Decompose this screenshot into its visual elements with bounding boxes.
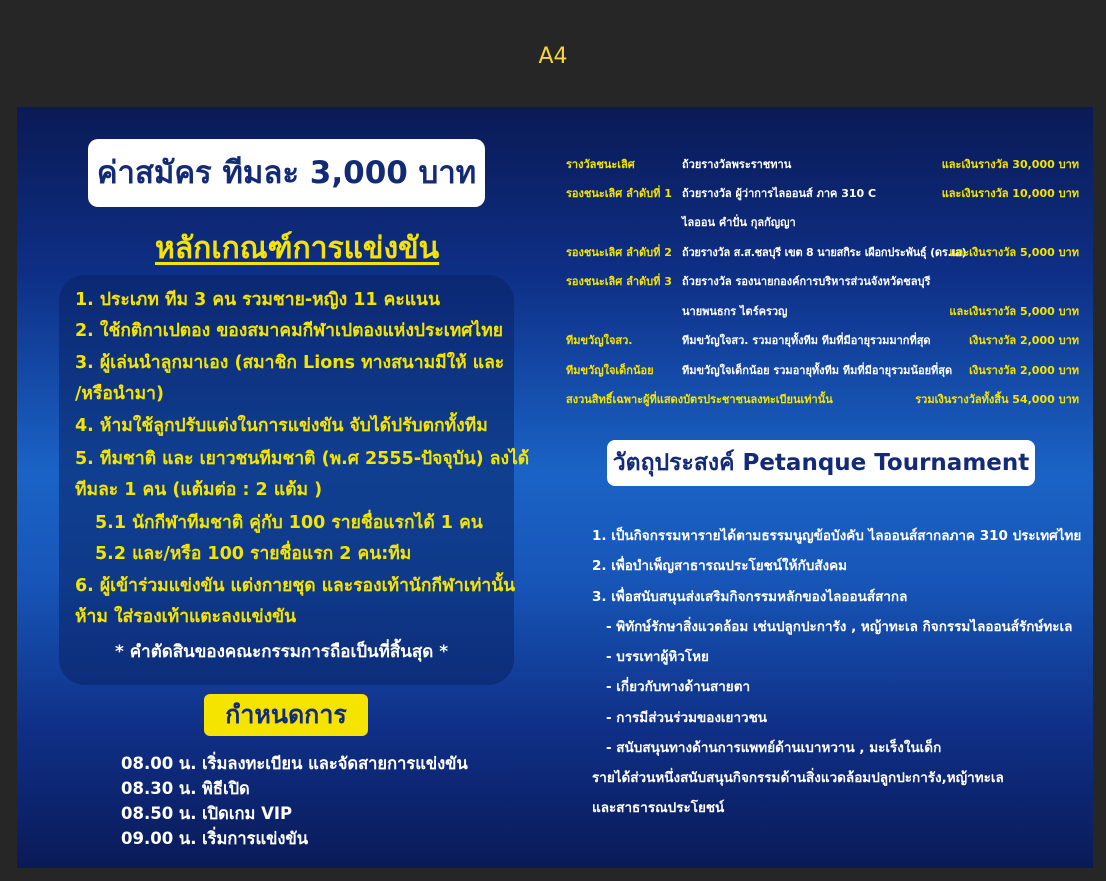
objective-line: รายได้ส่วนหนึ่งสนับสนุนกิจกรรมด้านสิ่งแวดล้อมปลูกปะการัง,หญ้าทะเล bbox=[592, 770, 1004, 786]
prize-amount: รวมเงินรางวัลทั้งสิ้น 54,000 บาท bbox=[915, 393, 1079, 406]
criteria-rule: 6. ผู้เข้าร่วมแข่งขัน แต่งกายชุด และรองเท้านักกีฬาเท่านั้น bbox=[75, 576, 516, 596]
schedule-time: 08.50 น. bbox=[121, 804, 197, 823]
schedule-time: 08.30 น. bbox=[121, 779, 197, 798]
schedule-title: กำหนดการ bbox=[204, 694, 368, 736]
criteria-subrule: 5.2 และ/หรือ 100 รายชื่อแรก 2 คน:ทีม bbox=[95, 544, 412, 564]
schedule-time: 08.00 น. bbox=[121, 754, 197, 773]
criteria-rule: ทีมละ 1 คน (แต้มต่อ : 2 แต้ม ) bbox=[75, 480, 323, 500]
criteria-rule: ห้าม ใส่รองเท้าแตะลงแข่งขัน bbox=[75, 607, 297, 627]
prize-amount: และเงินรางวัล 30,000 บาท bbox=[941, 158, 1079, 171]
prize-award: ถ้วยรางวัล รองนายกองค์การบริหารส่วนจังหวัดชลบุรี bbox=[682, 275, 931, 288]
schedule-desc: เริ่มลงทะเบียน และจัดสายการแข่งขัน bbox=[202, 754, 468, 773]
prize-rank: ทีมขวัญใจเด็กน้อย bbox=[566, 364, 654, 377]
prize-amount: และเงินรางวัล 5,000 บาท bbox=[949, 246, 1079, 259]
prize-award: ทีมขวัญใจเด็กน้อย รวมอายุทั้งทีม ทีมที่มีอายุรวมน้อยที่สุด bbox=[682, 364, 953, 377]
objective-subline: - บรรเทาผู้หิวโหย bbox=[606, 649, 709, 665]
tournament-poster bbox=[17, 107, 1093, 868]
page-size-label: A4 bbox=[538, 44, 568, 69]
objective-subline: - เกี่ยวกับทางด้านสายตา bbox=[606, 679, 751, 695]
prize-amount: และเงินรางวัล 5,000 บาท bbox=[949, 305, 1079, 318]
criteria-rule: 1. ประเภท ทีม 3 คน รวมชาย-หญิง 11 คะแนน bbox=[75, 290, 440, 310]
prize-award: ถ้วยรางวัล ผู้ว่าการไลออนส์ ภาค 310 C bbox=[682, 187, 877, 200]
prize-rank: สงวนสิทธิ์เฉพาะผู้ที่แสดงบัตรประชาชนลงทะเบียนเท่านั้น bbox=[566, 393, 833, 406]
objective-line: 2. เพื่อบำเพ็ญสาธารณประโยชน์ให้กับสังคม bbox=[592, 558, 848, 574]
objective-line: 3. เพื่อสนับสนุนส่งเสริมกิจกรรมหลักของไลออนส์สากล bbox=[592, 589, 908, 605]
objective-line: 1. เป็นกิจกรรมหารายได้ตามธรรมนูญข้อบังคับ ไลออนส์สากลภาค 310 ประเทศไทย bbox=[592, 528, 1082, 544]
criteria-rule: /หรือนำมา) bbox=[75, 384, 164, 404]
schedule-desc: เปิดเกม VIP bbox=[202, 804, 293, 823]
prize-amount: และเงินรางวัล 10,000 บาท bbox=[941, 187, 1079, 200]
schedule-desc: พิธีเปิด bbox=[202, 779, 250, 798]
objective-subline: - การมีส่วนร่วมของเยาวชน bbox=[606, 710, 767, 726]
prize-amount: เงินรางวัล 2,000 บาท bbox=[969, 334, 1079, 347]
criteria-rule: 4. ห้ามใช้ลูกปรับแต่งในการแข่งขัน จับได้ปรับตกทั้งทีม bbox=[75, 416, 488, 436]
prize-award: นายพนธกร ไตร์ครวญ bbox=[682, 305, 788, 318]
registration-fee-box: ค่าสมัคร ทีมละ 3,000 บาท bbox=[88, 139, 485, 207]
committee-verdict-note: * คำตัดสินของคณะกรรมการถือเป็นที่สิ้นสุด * bbox=[115, 642, 449, 662]
objective-subline: - สนับสนุนทางด้านการแพทย์ด้านเบาหวาน , มะเร็งในเด็ก bbox=[606, 740, 942, 756]
prize-rank: รองชนะเลิศ ลำดับที่ 1 bbox=[566, 187, 672, 200]
criteria-title: หลักเกณฑ์การแข่งขัน bbox=[155, 231, 440, 266]
criteria-subrule: 5.1 นักกีฬาทีมชาติ คู่กับ 100 รายชื่อแรกได้ 1 คน bbox=[95, 513, 483, 533]
prize-award: ไลออน คำปั่น กุลกัญญา bbox=[682, 216, 796, 229]
prize-award: ถ้วยรางวัลพระราชทาน bbox=[682, 158, 792, 171]
schedule-time: 09.00 น. bbox=[121, 829, 197, 848]
prize-award: ทีมขวัญใจสว. รวมอายุทั้งทีม ทีมที่มีอายุรวมมากที่สุด bbox=[682, 334, 931, 347]
prize-rank: รางวัลชนะเลิศ bbox=[566, 158, 635, 171]
prize-rank: รองชนะเลิศ ลำดับที่ 2 bbox=[566, 246, 672, 259]
criteria-rule: 3. ผู้เล่นนำลูกมาเอง (สมาชิก Lions ทางสนามมีให้ และ bbox=[75, 353, 505, 373]
schedule-desc: เริ่มการแข่งขัน bbox=[202, 829, 309, 848]
objectives-title-box: วัตถุประสงค์ Petanque Tournament bbox=[607, 440, 1035, 486]
prize-rank: ทีมขวัญใจสว. bbox=[566, 334, 633, 347]
criteria-rule: 2. ใช้กติกาเปตอง ของสมาคมกีฬาเปตองแห่งประเทศไทย bbox=[75, 321, 504, 341]
prize-rank: รองชนะเลิศ ลำดับที่ 3 bbox=[566, 275, 672, 288]
criteria-rule: 5. ทีมชาติ และ เยาวชนทีมชาติ (พ.ศ 2555-ปัจจุบัน) ลงได้ bbox=[75, 449, 530, 469]
objective-subline: - พิทักษ์รักษาสิ่งแวดล้อม เช่นปลูกปะการัง , หญ้าทะเล กิจกรรมไลออนส์รักษ์ทะเล bbox=[606, 619, 1073, 635]
prize-amount: เงินรางวัล 2,000 บาท bbox=[969, 364, 1079, 377]
objective-line: และสาธารณประโยชน์ bbox=[592, 800, 725, 816]
prize-award: ถ้วยรางวัล ส.ส.ชลบุรี เขต 8 นายสกิระ เผือกประพันธุ์ (ดร.เอ) bbox=[682, 246, 967, 259]
